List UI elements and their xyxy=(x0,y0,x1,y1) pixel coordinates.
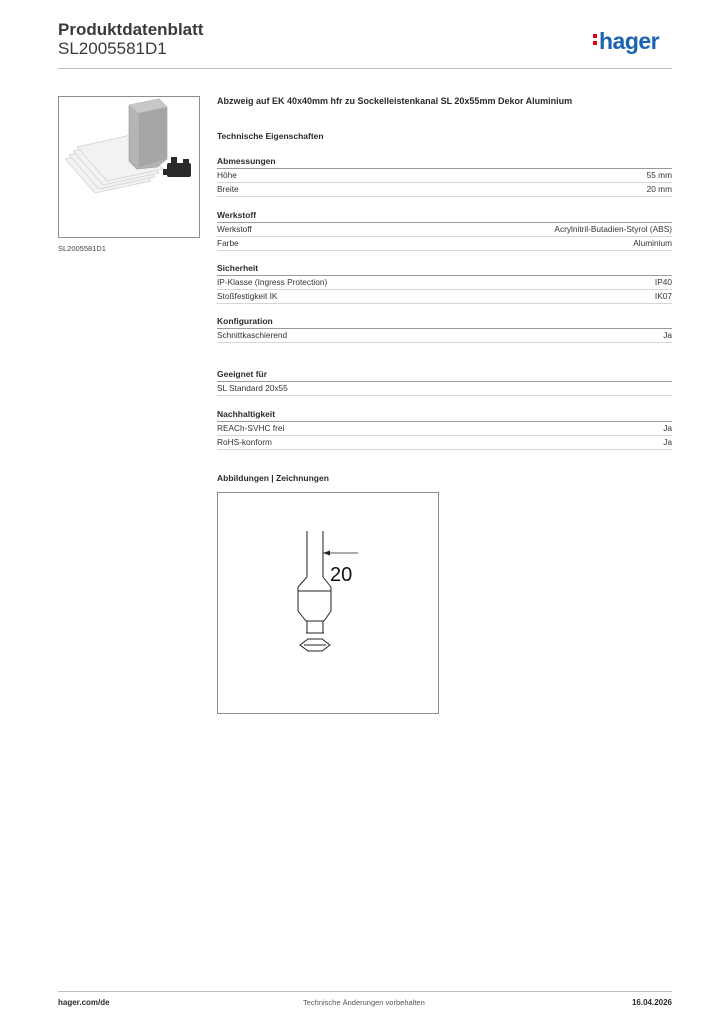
property-row xyxy=(217,436,672,450)
property-value: IK07 xyxy=(654,291,672,301)
property-row xyxy=(217,290,672,304)
product-image xyxy=(58,96,200,238)
product-illustration xyxy=(59,97,199,237)
product-name: Abzweig auf EK 40x40mm hfr zu Sockelleistenkanal SL 20x55mm Dekor Aluminium xyxy=(217,96,573,106)
property-label: Schnittkaschierend xyxy=(217,330,288,340)
footer-divider xyxy=(58,991,672,992)
property-value: Ja xyxy=(663,423,672,433)
technical-drawing xyxy=(217,492,439,714)
header-divider xyxy=(58,68,672,69)
section-title: Abmessungen xyxy=(217,155,672,169)
section-title: Geeignet für xyxy=(217,368,672,382)
page-title: Produktdatenblatt xyxy=(58,20,204,39)
property-value: Ja xyxy=(663,437,672,447)
property-row xyxy=(217,169,672,183)
section-werkstoff xyxy=(217,209,672,251)
logo-colon-icon xyxy=(593,28,597,48)
property-value: 20 mm xyxy=(646,184,672,194)
product-code: SL2005581D1 xyxy=(58,39,167,58)
section-nachhaltigkeit xyxy=(217,408,672,450)
property-label: Farbe xyxy=(217,238,239,248)
drawings-heading: Abbildungen | Zeichnungen xyxy=(217,473,329,483)
property-label: Höhe xyxy=(217,170,237,180)
property-label: Werkstoff xyxy=(217,224,252,234)
property-row xyxy=(217,183,672,197)
dimension-label: 20 xyxy=(330,564,353,586)
property-value: Ja xyxy=(663,330,672,340)
section-title: Werkstoff xyxy=(217,209,672,223)
property-label: Breite xyxy=(217,184,239,194)
property-row xyxy=(217,223,672,237)
dimension-drawing xyxy=(218,493,438,713)
property-label: IP-Klasse (Ingress Protection) xyxy=(217,277,328,287)
section-geeignet-fuer xyxy=(217,368,672,396)
image-caption: SL2005581D1 xyxy=(58,244,106,253)
property-label: SL Standard 20x55 xyxy=(217,383,288,393)
property-row xyxy=(217,329,672,343)
tech-properties-heading: Technische Eigenschaften xyxy=(217,131,324,141)
property-label: REACh-SVHC frei xyxy=(217,423,285,433)
footer-website-link[interactable]: hager.com/de xyxy=(58,998,110,1007)
section-abmessungen xyxy=(217,155,672,197)
property-value: IP40 xyxy=(654,277,672,287)
property-value: 55 mm xyxy=(646,170,672,180)
property-row xyxy=(217,276,672,290)
footer-note: Technische Änderungen vorbehalten xyxy=(303,998,425,1007)
logo-text: hager xyxy=(599,28,660,54)
property-row xyxy=(217,237,672,251)
property-value: Aluminium xyxy=(633,238,672,248)
section-title: Sicherheit xyxy=(217,262,672,276)
section-konfiguration xyxy=(217,315,672,343)
property-row xyxy=(217,382,672,396)
section-title: Nachhaltigkeit xyxy=(217,408,672,422)
section-title: Konfiguration xyxy=(217,315,672,329)
property-value: Acrylnitril-Butadien-Styrol (ABS) xyxy=(554,224,672,234)
section-sicherheit xyxy=(217,262,672,304)
property-label: Stoßfestigkeit IK xyxy=(217,291,278,301)
property-row xyxy=(217,422,672,436)
footer-date: 16.04.2026 xyxy=(631,998,672,1007)
property-label: RoHS-konform xyxy=(217,437,272,447)
hager-logo[interactable] xyxy=(593,28,659,55)
